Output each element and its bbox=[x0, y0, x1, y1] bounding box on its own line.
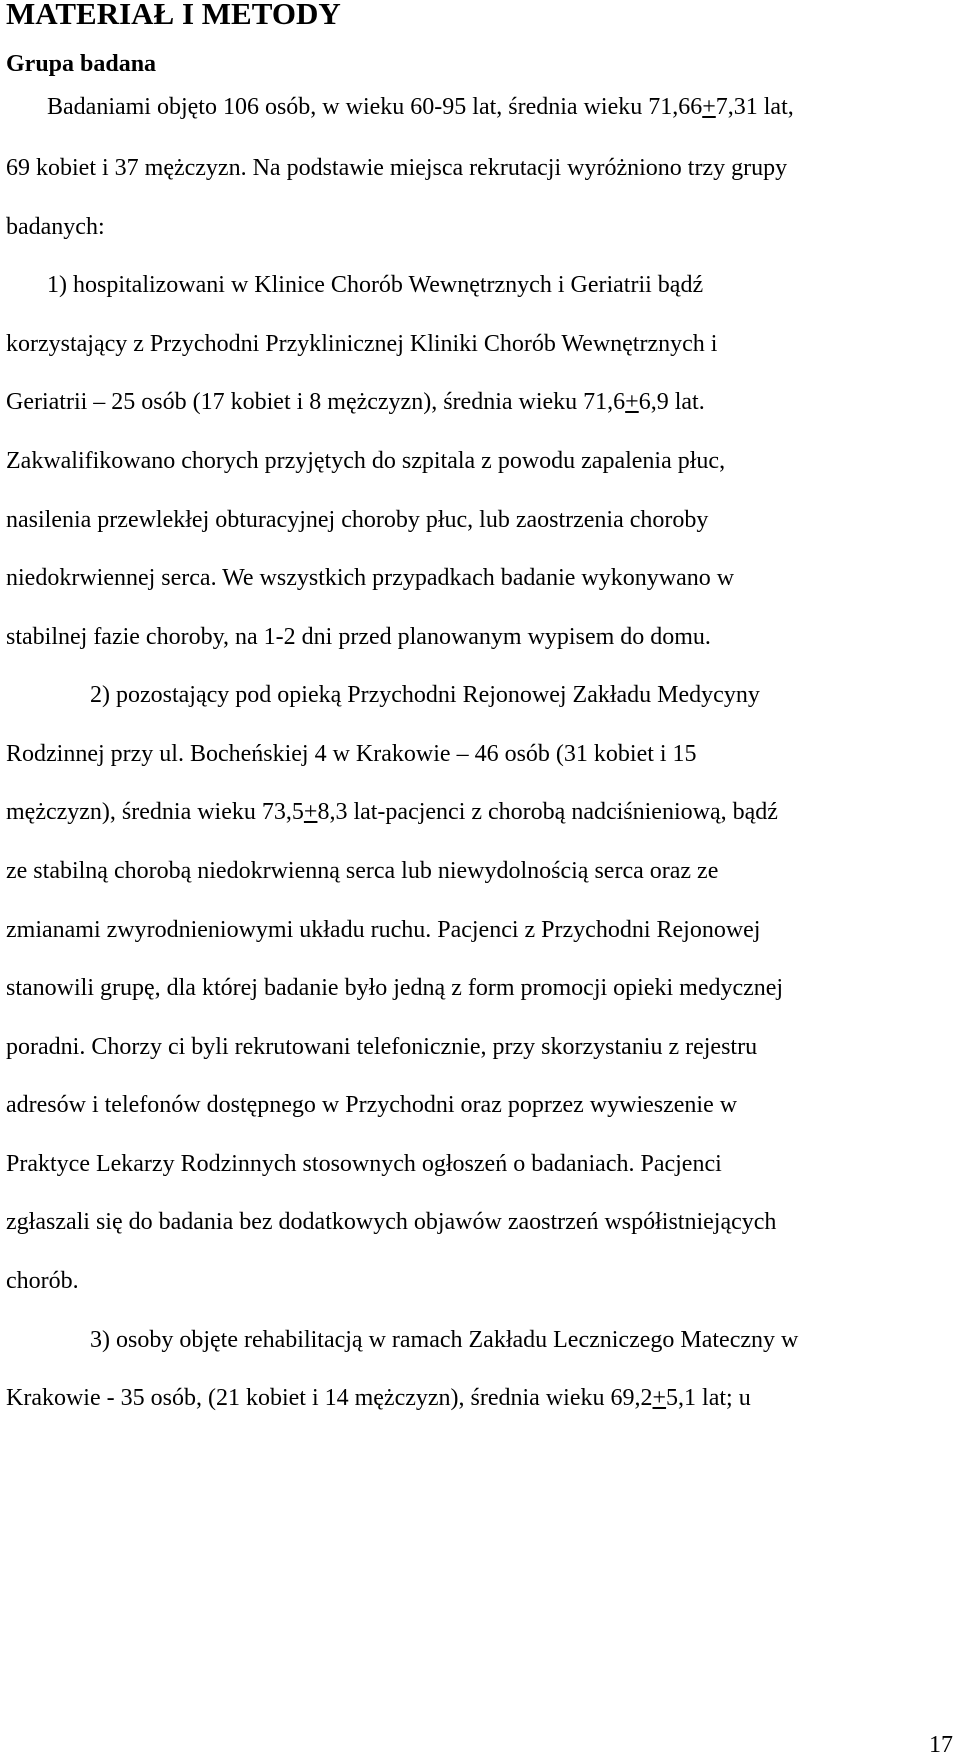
text-line: 3) osoby objęte rehabilitacją w ramach Zakładu Leczniczego Mateczny w bbox=[90, 1327, 799, 1353]
text-line: zmianami zwyrodnieniowymi układu ruchu. Pacjenci z Przychodni Rejonowej bbox=[6, 917, 761, 943]
text-line: adresów i telefonów dostępnego w Przychodni oraz poprzez wywieszenie w bbox=[6, 1092, 738, 1118]
text-line bbox=[6, 387, 705, 417]
text-segment: Badaniami objęto 106 osób, w wieku 60-95 lat, średnia wieku 71,66 bbox=[47, 94, 703, 120]
text-line bbox=[6, 1383, 751, 1413]
text-line: korzystający z Przychodni Przyklinicznej Kliniki Chorób Wewnętrznych i bbox=[6, 331, 718, 357]
plus-minus-sign: + bbox=[652, 1385, 667, 1411]
text-line: 69 kobiet i 37 mężczyzn. Na podstawie miejsca rekrutacji wyróżniono trzy grupy bbox=[6, 155, 788, 181]
text-line: badanych: bbox=[6, 214, 105, 240]
text-segment: 8,3 lat-pacjenci z chorobą nadciśnieniową, bądź bbox=[317, 799, 778, 825]
text-segment: 6,9 lat. bbox=[638, 389, 705, 415]
text-line: nasilenia przewlekłej obturacyjnej choroby płuc, lub zaostrzenia choroby bbox=[6, 507, 709, 533]
subsection-heading: Grupa badana bbox=[6, 51, 157, 77]
text-line: 1) hospitalizowani w Klinice Chorób Wewnętrznych i Geriatrii bądź bbox=[47, 272, 704, 298]
text-segment: 7,31 lat, bbox=[715, 94, 794, 120]
text-segment: mężczyzn), średnia wieku 73,5 bbox=[6, 799, 304, 825]
text-line: stabilnej fazie choroby, na 1-2 dni przed planowanym wypisem do domu. bbox=[6, 624, 711, 650]
text-line bbox=[6, 797, 778, 827]
plus-minus-sign: + bbox=[702, 94, 716, 120]
text-line: niedokrwiennej serca. We wszystkich przypadkach badanie wykonywano w bbox=[6, 565, 735, 591]
plus-minus-sign: + bbox=[625, 389, 639, 415]
text-segment: Krakowie - 35 osób, (21 kobiet i 14 mężczyzn), średnia wieku 69,2 bbox=[6, 1385, 653, 1411]
text-line: stanowili grupę, dla której badanie było jedną z form promocji opieki medycznej bbox=[6, 975, 784, 1001]
text-line: 2) pozostający pod opieką Przychodni Rejonowej Zakładu Medycyny bbox=[90, 682, 760, 708]
text-line bbox=[47, 92, 794, 122]
plus-minus-sign: + bbox=[303, 799, 318, 825]
section-heading: MATERIAŁ I METODY bbox=[6, 0, 341, 31]
text-line: chorób. bbox=[6, 1268, 79, 1294]
text-segment: 5,1 lat; u bbox=[666, 1385, 751, 1411]
text-line: zgłaszali się do badania bez dodatkowych objawów zaostrzeń współistniejących bbox=[6, 1209, 777, 1235]
page-number: 17 bbox=[929, 1732, 953, 1758]
text-line: poradni. Chorzy ci byli rekrutowani telefonicznie, przy skorzystaniu z rejestru bbox=[6, 1034, 758, 1060]
text-line: Rodzinnej przy ul. Bocheńskiej 4 w Krakowie – 46 osób (31 kobiet i 15 bbox=[6, 741, 697, 767]
text-line: Zakwalifikowano chorych przyjętych do szpitala z powodu zapalenia płuc, bbox=[6, 448, 726, 474]
text-line: Praktyce Lekarzy Rodzinnych stosownych ogłoszeń o badaniach. Pacjenci bbox=[6, 1151, 722, 1177]
text-segment: Geriatrii – 25 osób (17 kobiet i 8 mężczyzn), średnia wieku 71,6 bbox=[6, 389, 626, 415]
text-line: ze stabilną chorobą niedokrwienną serca lub niewydolnością serca oraz ze bbox=[6, 858, 719, 884]
